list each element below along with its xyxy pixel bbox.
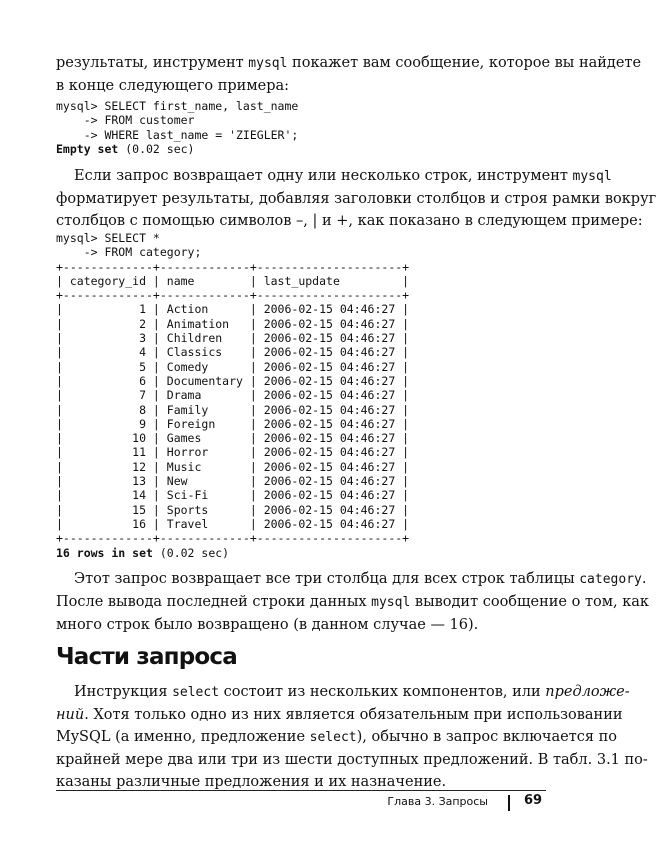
text-line: ний. Хотя только одно из них является обязательным при использовании xyxy=(56,707,623,723)
text-line: MySQL (а именно, предложение select), обычно в запрос включается по xyxy=(56,729,617,745)
table-border: +-------------+-------------+---------------------+ xyxy=(56,259,410,274)
section-heading: Части запроса xyxy=(56,644,237,670)
text-line: форматирует результаты, добавляя заголовки столбцов и строя рамки вокруг xyxy=(56,191,656,207)
table-border: +-------------+-------------+---------------------+ xyxy=(56,531,410,546)
table-row: | 9 | Foreign | 2006-02-15 04:46:27 | xyxy=(56,416,410,431)
table-row: | 2 | Animation | 2006-02-15 04:46:27 | xyxy=(56,316,410,331)
footer-rule xyxy=(56,790,546,791)
code-block-empty-set: mysql> SELECT first_name, last_name -> FROM customer -> WHERE last_name = 'ZIEGLER'; Empty set (0.02 sec) xyxy=(56,99,299,156)
footer-chapter-title: Глава 3. Запросы xyxy=(387,795,488,808)
page-number: 69 xyxy=(524,793,543,808)
table-row: | 10 | Games | 2006-02-15 04:46:27 | xyxy=(56,431,410,446)
table-row: | 7 | Drama | 2006-02-15 04:46:27 | xyxy=(56,388,410,403)
paragraph-formatting xyxy=(56,165,656,232)
text-line: столбцов с помощью символов –, | и +, как показано в следующем примере: xyxy=(56,213,643,229)
code-block-category-table xyxy=(56,231,409,560)
table-row: | 8 | Family | 2006-02-15 04:46:27 | xyxy=(56,402,410,417)
text-line: результаты, инструмент mysql покажет вам сообщение, которое вы найдете xyxy=(56,55,642,71)
footer-separator xyxy=(508,795,510,811)
table-row: | 1 | Action | 2006-02-15 04:46:27 | xyxy=(56,302,410,317)
text-line: Инструкция select состоит из нескольких компонентов, или предложе- xyxy=(74,684,630,700)
table-row: | 12 | Music | 2006-02-15 04:46:27 | xyxy=(56,459,410,474)
paragraph-query-parts xyxy=(56,681,648,793)
text-line: казаны различные предложения и их назначение. xyxy=(56,774,447,790)
text-line: крайней мере два или три из шести доступных предложений. В табл. 3.1 по- xyxy=(56,752,648,768)
text-line: Этот запрос возвращает все три столбца для всех строк таблицы category. xyxy=(74,571,647,587)
query-line: -> FROM category; xyxy=(56,245,202,260)
table-row: | 4 | Classics | 2006-02-15 04:46:27 | xyxy=(56,345,410,360)
table-row: | 5 | Comedy | 2006-02-15 04:46:27 | xyxy=(56,359,410,374)
table-border: +-------------+-------------+---------------------+ xyxy=(56,288,410,303)
table-row: | 6 | Documentary | 2006-02-15 04:46:27 | xyxy=(56,373,410,388)
text-line: Если запрос возвращает одну или несколько строк, инструмент mysql xyxy=(74,168,612,184)
query-line: mysql> SELECT * xyxy=(56,231,160,245)
text-line: в конце следующего примера: xyxy=(56,78,290,94)
result-status: 16 rows in set (0.02 sec) xyxy=(56,545,230,560)
table-row: | 15 | Sports | 2006-02-15 04:46:27 | xyxy=(56,502,410,517)
table-header-row: | category_id | name | last_update | xyxy=(56,273,410,288)
table-row: | 14 | Sci-Fi | 2006-02-15 04:46:27 | xyxy=(56,488,410,503)
text-line: После вывода последней строки данных mysql выводит сообщение о том, как xyxy=(56,594,649,610)
text-line: много строк было возвращено (в данном случае — 16). xyxy=(56,617,479,633)
table-row: | 13 | New | 2006-02-15 04:46:27 | xyxy=(56,474,410,489)
paragraph-intro xyxy=(56,52,642,97)
table-row: | 11 | Horror | 2006-02-15 04:46:27 | xyxy=(56,445,410,460)
table-row: | 16 | Travel | 2006-02-15 04:46:27 | xyxy=(56,516,410,531)
paragraph-result-explained xyxy=(56,568,649,636)
table-row: | 3 | Children | 2006-02-15 04:46:27 | xyxy=(56,331,410,346)
